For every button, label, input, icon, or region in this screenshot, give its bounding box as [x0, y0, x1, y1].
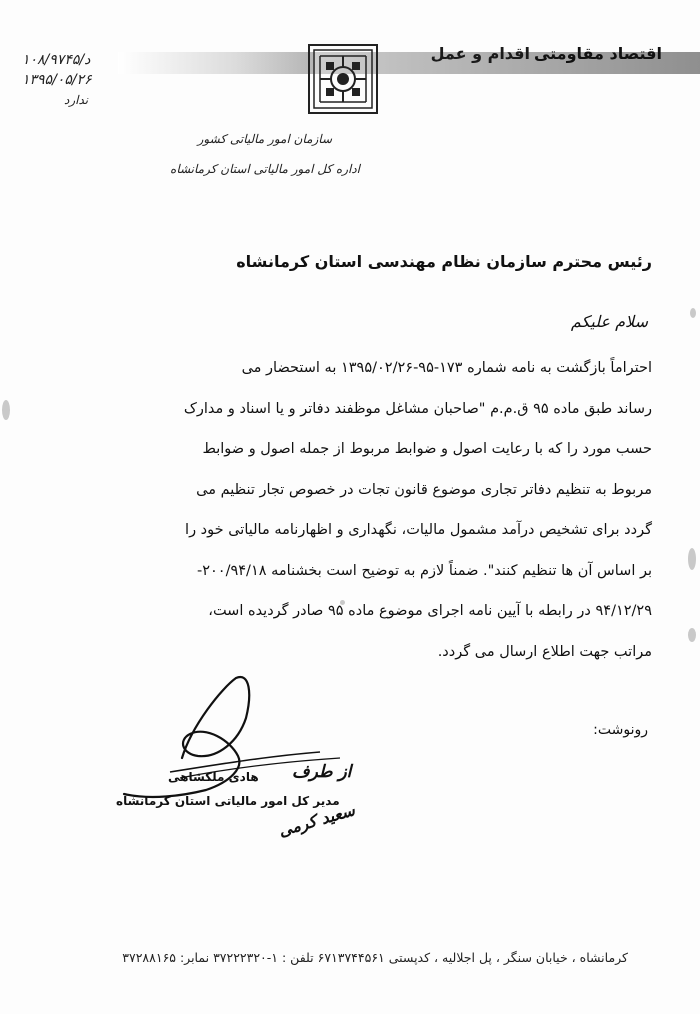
body-line: ۹۴/۱۲/۲۹ در رابطه با آیین نامه اجرای موضوع ماده ۹۵ صادر گردیده است، [208, 603, 652, 619]
letter-meta [22, 50, 92, 110]
body-line: مراتب جهت اطلاع ارسال می گردد. [437, 643, 652, 660]
body-line: رساند طبق ماده ۹۵ ق.م.م "صاحبان مشاغل موظفند دفاتر و یا اسناد و مدارک [183, 400, 652, 417]
signer-name: هادی ملکشاهی [168, 770, 259, 784]
org-line-1: سازمان امور مالیاتی کشور [197, 132, 332, 146]
cc-label: رونوشت: [593, 722, 648, 738]
body-line: گردد برای تشخیص درآمد مشمول مالیات، نگهداری و اظهارنامه مالیاتی خود را [185, 522, 652, 538]
body-line: بر اساس آن ها تنظیم کنند". ضمناً لازم به توضیح است بخشنامه ۲۰۰/۹۴/۱۸- [197, 562, 652, 579]
header-band-fade [118, 52, 313, 74]
signature-name-handwritten: سعید کرمی [276, 800, 357, 841]
scan-speck [2, 400, 10, 420]
recipient-title: رئیس محترم سازمان نظام مهندسی استان کرمانشاه [236, 252, 652, 271]
letter-annex: ندارد [64, 93, 89, 107]
signer-title: مدیر کل امور مالیاتی استان کرمانشاه [116, 794, 340, 808]
scan-speck [690, 308, 696, 318]
body-line: مربوط به تنظیم دفاتر تجاری موضوع قانون تجات در خصوص تجار تنظیم می [196, 481, 652, 498]
letter-body [38, 348, 652, 672]
letter-number: د/۱۰۸/۹۷۴۵ [22, 52, 91, 68]
greeting: سلام علیکم [570, 312, 648, 331]
signature-from-handwritten: از طرف [292, 762, 352, 782]
letter-date: ۱۳۹۵/۰۵/۲۶ [22, 72, 92, 88]
scan-speck [688, 628, 696, 642]
org-line-2: اداره کل امور مالیاتی استان کرمانشاه [170, 162, 360, 176]
footer-address: کرمانشاه ، خیابان سنگر ، پل اجلالیه ، کدپستی ۶۷۱۳۷۴۴۵۶۱ تلفن : ۱-۳۷۲۲۲۳۲۰ نمابر: ۳۷۲۸۸۱۶۵ [122, 950, 628, 965]
slogan-resistance-economy: اقتصاد مقاومتی [533, 44, 662, 63]
scan-speck [688, 548, 696, 570]
body-line: احتراماً بازگشت به نامه شماره ۱۷۳-۹۵-۱۳۹۵/۰۲/۲۶ به استحضار می [241, 360, 652, 376]
body-line: حسب مورد را که با رعایت اصول و ضوابط مربوط از جمله اصول و ضوابط [202, 441, 652, 457]
tax-organization-logo-icon [308, 44, 378, 114]
slogan-action: اقدام و عمل [430, 44, 530, 63]
